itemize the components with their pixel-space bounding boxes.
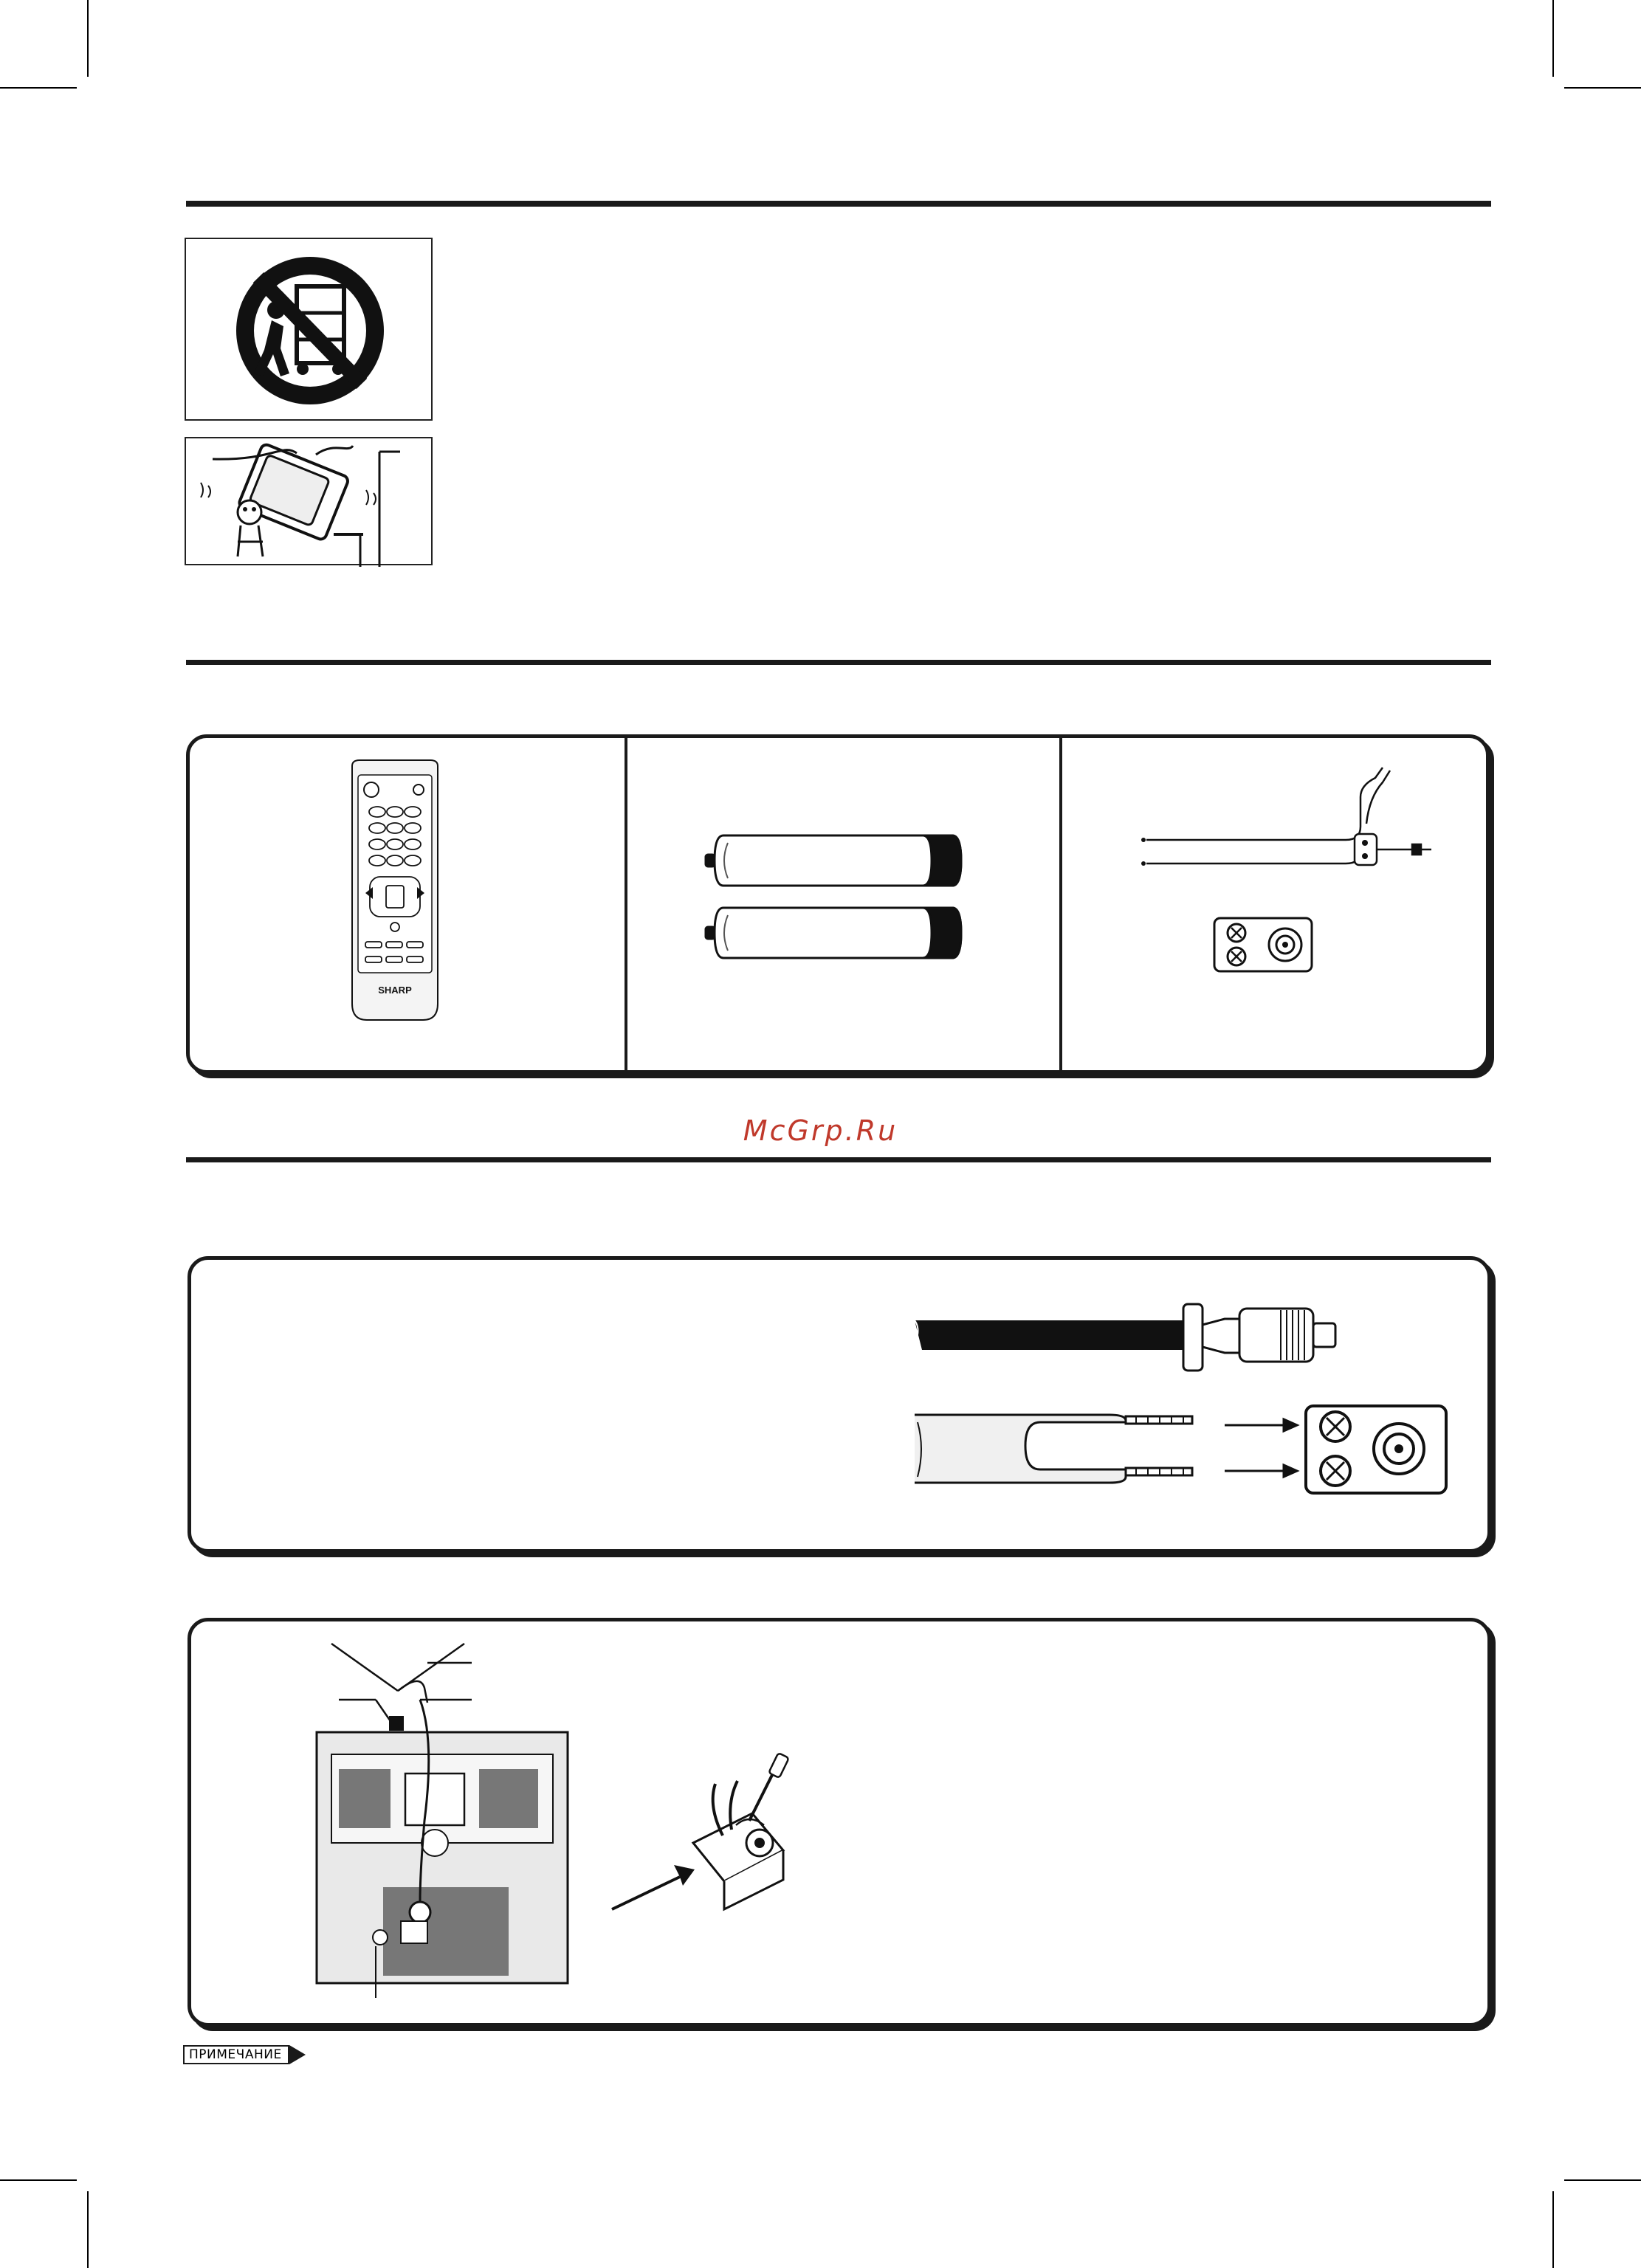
section-rule-safety	[186, 201, 1491, 207]
aa-batteries-icon	[701, 827, 982, 989]
remote-control-icon	[343, 760, 447, 1026]
note-badge	[183, 2045, 306, 2064]
antenna-adapter-icon	[612, 1754, 804, 1931]
note-label: ПРИМЕЧАНИЕ	[183, 2045, 289, 2064]
dipole-antenna-icon	[1139, 753, 1449, 900]
section-rule-accessories	[186, 660, 1491, 665]
tv-rear-panel-icon	[309, 1629, 590, 1998]
crop-mark-bottom-left-v	[87, 2191, 89, 2268]
tv-tipping-warning-icon	[186, 438, 434, 567]
note-arrow-icon	[289, 2045, 306, 2064]
tv-tipping-warning-frame	[185, 437, 433, 565]
accessories-divider-1	[625, 738, 627, 1070]
remote-brand-label: SHARP	[378, 985, 412, 996]
no-cart-warning-icon	[186, 239, 434, 422]
antenna-connection-panel	[188, 1618, 1491, 2027]
coaxial-plug-icon	[915, 1282, 1402, 1363]
antenna-cable-panel	[188, 1256, 1491, 1553]
crop-mark-top-right-v	[1552, 0, 1554, 77]
accessories-divider-2	[1059, 738, 1062, 1070]
section-rule-antenna	[186, 1157, 1491, 1162]
twin-lead-cable-icon	[915, 1400, 1446, 1503]
crop-mark-top-right-h	[1564, 87, 1641, 89]
antenna-adapter-small-icon	[1211, 915, 1315, 974]
no-cart-warning-frame	[185, 238, 433, 421]
crop-mark-bottom-left-h	[0, 2179, 77, 2181]
crop-mark-top-left-h	[0, 87, 77, 89]
accessories-panel	[186, 734, 1490, 1074]
watermark-text: McGrp.Ru	[743, 1114, 898, 1147]
crop-mark-top-left-v	[87, 0, 89, 77]
crop-mark-bottom-right-h	[1564, 2179, 1641, 2181]
crop-mark-bottom-right-v	[1552, 2191, 1554, 2268]
